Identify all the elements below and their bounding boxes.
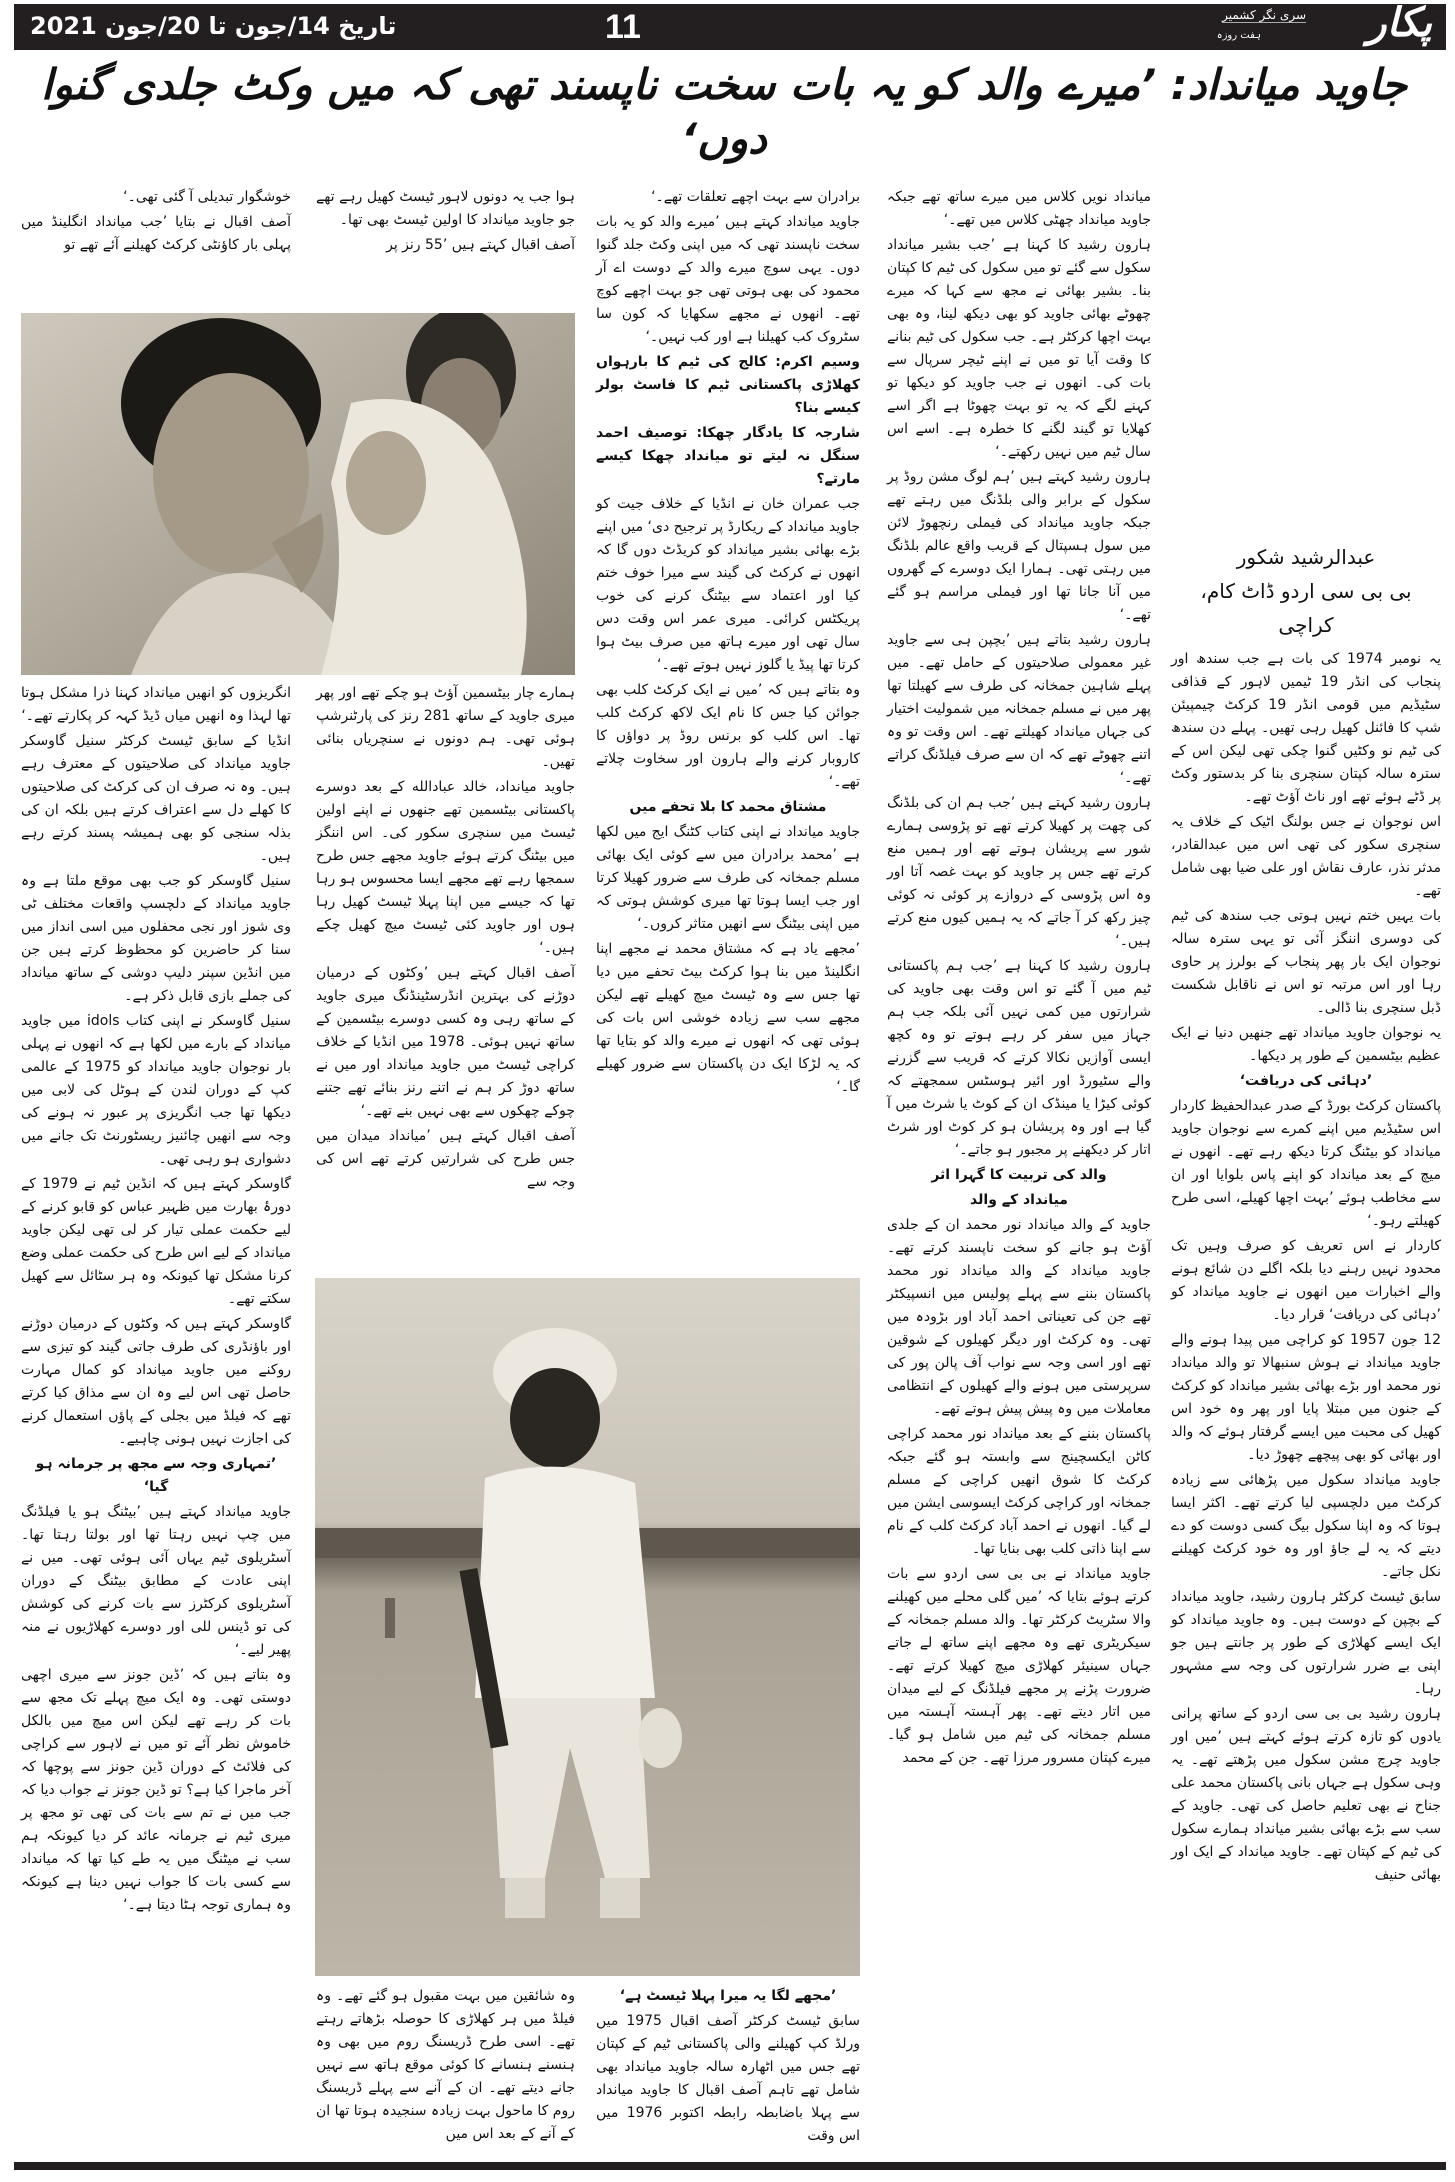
article-text [316,1985,575,2146]
paragraph: برادران سے بہت اچھے تعلقات تھے۔‘ [651,189,860,205]
paragraph: ہمارے چار بیٹسمین آؤٹ ہو چکے تھے اور پھر میری جاوید کے ساتھ 281 رنز کی پارٹنرشپ ہوئی تھی۔ ہم دونوں نے سنچریاں بنائی تھیں۔ [316,685,575,770]
related-link[interactable]: وسیم اکرم: کالج کی ٹیم کا بارہواں کھلاڑی پاکستانی ٹیم کا فاسٹ بولر کیسے بنا؟ [596,354,860,416]
subheading: ’تمہاری وجہ سے مجھ پر جرمانہ ہو گیا‘ [35,1456,277,1495]
paragraph: وہ بتاتے ہیں کہ ’میں نے ایک کرکٹ کلب بھی جوائن کیا جس کا نام ایک لاکھ کرکٹ کلب تھا۔ اس کلب کو برنس روڈ پر دواؤں کا کاروبار کرنے والے ہارون اور سخاوت چلاتے تھے۔‘ [596,682,860,790]
paragraph: پاکستان بننے کے بعد میانداد نور محمد کراچی کاٹن ایکسچینج سے وابستہ ہو گئے جبکہ کرکٹ کا شوق انھیں کراچی کے مسلم جمخانہ اور کراچی کرکٹ ایسوسی ایشن میں لے گیا۔ انھوں نے احمد آباد کرکٹ کلب کے نام سے اپنا ذاتی کلب بھی بنایا تھا۔ [887,1426,1151,1557]
logo-weekly: ہفت روزہ [1216,30,1261,41]
article-text [596,1985,860,2148]
article-text [21,186,291,257]
photo-image [21,313,575,675]
paragraph: سنیل گاوسکر کو جب بھی موقع ملتا ہے وہ جاوید میانداد کے دلچسپ واقعات مختلف ٹی وی شوز اور نجی محفلوں میں اسی انداز میں سنا کر حاضرین کو محظوظ کرتے ہیں جن میں انڈین سپنر دلیپ دوشی کے ساتھ میانداد کی جملے بازی قابل ذکر ہے۔ [21,873,291,1004]
paragraph: اس نوجوان نے جس بولنگ اٹیک کے خلاف یہ سنچری سکور کی تھی اس میں عبدالقادر، مدثر نذر، عارف نقاش اور علی ضیا بھی شامل تھے۔ [1171,814,1441,899]
paragraph: وہ بتاتے ہیں کہ ’ڈین جونز سے میری اچھی دوستی تھی۔ وہ ایک میچ پہلے تک مجھ سے بات کر رہے تھے لیکن اس میچ میں بالکل خاموش نظر آئے تو میں نے لاہور سے کراچی کی فلائٹ کے دوران ڈین جونز سے پوچھا کہ آخر ماجرا کیا ہے؟ تو ڈین جونز نے جواب دیا کہ جب میں نے تم سے بات کی تھی تو مجھ پر میری ٹیم نے جرمانہ عائد کر دیا کیونکہ ہم سب نے میٹنگ میں یہ طے کیا تھا کہ میانداد سے کسی بات کا جواب نہیں دینا ہے کیونکہ وہ ہماری توجہ ہٹا دیتا ہے۔‘ [21,1667,291,1913]
paragraph: میانداد نویں کلاس میں میرے ساتھ تھے جبکہ جاوید میانداد چھٹی کلاس میں تھے۔‘ [887,189,1151,228]
column-1 [1171,540,1441,1889]
subheading: میانداد کے والد [970,1192,1068,1208]
issue-date: تاریخ 14/جون تا 20/جون 2021 [30,12,397,40]
paragraph: آصف اقبال کہتے ہیں ’میانداد میدان میں جس طرح کی شرارتیں کرتے تھے اس کی وجہ سے [316,1128,575,1190]
column-4-bottom [316,1985,575,2148]
paragraph: گاوسکر کہتے ہیں کہ انڈین ٹیم نے 1979 کے دورۂ بھارت میں ظہیر عباس کو قابو کرنے کے لیے حکمت عملی تیار کر لی تھی لیکن جاوید میانداد کے لیے اس طرح کی حکمت عملی وضع کرنا مشکل تھا کیونکہ وہ ہر سٹائل سے کھیل سکتے تھے۔ [21,1176,291,1307]
column-2 [887,186,1151,1772]
logo-city: سری نگر کشمیر [1222,8,1306,22]
subheading: والد کی تربیت کا گہرا اثر [931,1167,1107,1183]
paragraph: یہ نوجوان جاوید میانداد تھے جنھیں دنیا نے ایک عظیم بیٹسمین کے طور پر دیکھا۔ [1171,1025,1441,1064]
paragraph: ہارون رشید کہتے ہیں ’ہم لوگ مشن روڈ پر سکول کے برابر والی بلڈنگ میں رہتے تھے جبکہ جاوید میانداد کی فیملی رنچھوڑ لائن میں سول ہسپتال کے قریب واقع عالم بلڈنگ میں رہتی تھی۔ ہمارا ایک دوسرے کے گھروں میں آنا جانا تھا اور فیملی مراسم ہو گئے تھے۔‘ [887,469,1151,623]
paragraph: کاردار نے اس تعریف کو صرف وہیں تک محدود نہیں رہنے دیا بلکہ اگلے دن شائع ہونے والے اخبارات میں انھوں نے جاوید میانداد کو ’دہائی کی دریافت‘ قرار دیا۔ [1171,1238,1441,1323]
article-text [887,186,1151,1770]
paragraph: بات یہیں ختم نہیں ہوتی جب سندھ کی ٹیم کی دوسری اننگز آئی تو یہی سترہ سالہ نوجوان ایک بار پھر پنجاب کے بولرز پر حاوی رہا اور اس مرتبہ تو اس نے ناقابل شکست ڈبل سنچری بنا ڈالی۔ [1171,908,1441,1016]
column-5-bottom [21,682,291,1919]
paragraph: آصف اقبال کہتے ہیں ’وکٹوں کے درمیان دوڑنے کی بہترین انڈرسٹینڈنگ میری جاوید کے ساتھ رہی وہ کسی دوسرے بیٹسمین کے ساتھ نہیں ہوئی۔ 1978 میں انڈیا کے خلاف کراچی ٹیسٹ میں جاوید میانداد اور میں نے ساتھ دوڑ کر ہم نے اتنے رنز بنائے تھے جتنے چوکے چھکوں سے بھی نہیں بنے تھے۔‘ [316,965,575,1119]
photo-image [315,1278,860,1976]
byline-source: بی بی سی اردو ڈاٹ کام، کراچی [1200,579,1412,637]
logo-text: پکار [1367,0,1432,46]
paragraph: انڈیا کے سابق ٹیسٹ کرکٹر سنیل گاوسکر جاوید میانداد کی صلاحیتوں کے معترف رہے ہیں۔ وہ نہ صرف ان کی کرکٹ کی صلاحیتوں کا کھلے دل سے اعتراف کرتے ہیں بلکہ ان کی بذلہ سنجی کو بھی ہمیشہ پسند کرتے رہے ہیں۔ [21,733,291,864]
paragraph: ہوا جب یہ دونوں لاہور ٹیسٹ کھیل رہے تھے جو جاوید میانداد کا اولین ٹیسٹ بھی تھا۔ [316,189,575,228]
paragraph: آصف اقبال نے بتایا ’جب میانداد انگلینڈ میں پہلی بار کاؤنٹی کرکٹ کھیلنے آئے تھے تو [21,214,291,253]
paragraph: سنیل گاوسکر نے اپنی کتاب idols میں جاوید میانداد کے بارے میں لکھا ہے کہ انھوں نے پہلی بار نوجوان جاوید میانداد کو 1975 کے عالمی کپ کے دوران لندن کے ہوٹل کی لابی میں دیکھا تھا جب انگریزی پر عبور نہ ہونے کی وجہ سے انھیں چائنیز ریسٹورنٹ تک جانے میں دشواری ہو رہی تھی۔ [21,1013,291,1167]
paragraph: آصف اقبال کہتے ہیں ’55 رنز پر [386,237,575,253]
related-link[interactable]: شارجہ کا یادگار چھکا: توصیف احمد سنگل نہ لیتے تو میانداد چھکا کیسے مارتے؟ [596,425,860,487]
paragraph: یہ نومبر 1974 کی بات ہے جب سندھ اور پنجاب کی انڈر 19 ٹیمیں لاہور کے قذافی سٹیڈیم میں قومی انڈر 19 کرکٹ چیمپیئن شپ کا فائنل کھیل رہی تھیں۔ پہلے دن سندھ کی ٹیم نو وکٹیں گنوا چکی تھی لیکن اس کے سترہ سالہ کپتان سنچری بنا کر بدستور وکٹ پر ڈٹے ہوئے تھے اور ناٹ آؤٹ تھے۔ [1171,651,1441,805]
paragraph: 12 جون 1957 کو کراچی میں پیدا ہونے والے جاوید میانداد نے ہوش سنبھالا تو والد میانداد نور محمد اور بڑے بھائی بشیر میانداد کو کرکٹ کے جنون میں مبتلا پایا اور پھر وہ خود اس کھیل کی محبت میں ایسے گرفتار ہوئے کہ والد اور بھائی کو بھی پیچھے چھوڑ دیا۔ [1171,1332,1441,1463]
paragraph: جاوید میانداد سکول میں پڑھائی سے زیادہ کرکٹ میں دلچسپی لیا کرتے تھے۔ اکثر ایسا ہوتا کہ وہ اپنا سکول بیگ کسی دوست کو دے دیتے کہ یہ لے جاؤ اور وہ خود کرکٹ کھیلنے نکل جاتے۔ [1171,1472,1441,1580]
newspaper-logo [1146,0,1446,50]
paragraph: جاوید میانداد کہتے ہیں ’میرے والد کو یہ بات سخت ناپسند تھی کہ میں اپنی وکٹ جلد گنوا دوں۔ یہی سوچ میرے والد کے دوست اے آر محمود کی بھی ہوتی تھی جو بہت اچھے کوچ تھے۔ انھوں نے مجھے سکھایا کہ کون سا سٹروک کب کھیلنا ہے اور کب نہیں۔‘ [596,214,860,345]
paragraph: گاوسکر کہتے ہیں کہ وکٹوں کے درمیان دوڑنے اور باؤنڈری کی طرف جاتی گیند کو تیزی سے روکنے میں جاوید میانداد کو کمال مہارت حاصل تھی اس لیے وہ ان سے مذاق کیا کرتے تھے کہ فیلڈ میں بجلی کے پاؤں استعمال کرنے کی اجازت نہیں ہونی چاہیے۔ [21,1316,291,1447]
paragraph: سابق ٹیسٹ کرکٹر ہارون رشید، جاوید میانداد کے بچپن کے دوست ہیں۔ وہ جاوید میانداد کو ایک ایسے کھلاڑی کے طور پر جانتے ہیں جو اپنی بے ضرر شرارتوں کی وجہ سے مشہور رہا۔ [1171,1589,1441,1697]
paragraph: ہارون رشید کا کہنا ہے ’جب بشیر میانداد سکول سے گئے تو میں سکول کی ٹیم کا کپتان بنا۔ بشیر بھائی نے مجھ سے کہا کہ میرے چھوٹے بھائی جاوید کو بھی دیکھ لینا، وہ بھی بہت اچھا کرکٹر ہے۔ جب سکول کی ٹیم بنانے کا وقت آیا تو میں نے اپنے ٹیچر سرپال سے بات کی۔ انھوں نے جب جاوید کو دیکھا تو کہنے لگے کہ یہ تو بہت چھوٹا ہے اگر اسے کھلایا تو گیند لگنے کا خطرہ ہے۔ اسے اس سال ٹیم میں نہیں رکھتے۔‘ [887,237,1151,460]
subheading: ’مجھے لگا یہ میرا پہلا ٹیسٹ ہے‘ [619,1988,837,2004]
article-text [596,186,860,1099]
column-5-top [21,186,291,259]
paragraph: وہ شائقین میں بہت مقبول ہو گئے تھے۔ وہ فیلڈ میں ہر کھلاڑی کا حوصلہ بڑھاتے رہتے تھے۔ اسی طرح ڈریسنگ روم میں بھی وہ ہنسنے ہنسانے کا کوئی موقع ہاتھ سے نہیں جانے دیتے تھے۔ ان کے آنے سے پہلے ڈریسنگ روم کا ماحول بہت زیادہ سنجیدہ ہوتا تھا ان کے آنے کے بعد اس میں [316,1988,575,2142]
subheading: مشتاق محمد کا بلا تحفے میں [629,799,827,815]
paragraph: ہارون رشید بی بی سی اردو کے ساتھ پرانی یادوں کو تازہ کرتے ہوئے کہتے ہیں ’میں اور جاوید چرچ مشن سکول میں پڑھتے تھے۔ یہ وہی سکول ہے جہاں بانی پاکستان محمد علی جناح نے بھی تعلیم حاصل کی تھی۔ جاوید کے سب سے بڑے بھائی بشیر میانداد ہمارے سکول کی ٹیم کے کپتان تھے۔ جاوید میانداد کے ایک اور بھائی حنیف [1171,1706,1441,1883]
paragraph: خوشگوار تبدیلی آ گئی تھی۔‘ [123,189,291,205]
page-number: 11 [605,8,641,46]
byline-author: عبدالرشید شکور [1236,545,1376,569]
paragraph: جب عمران خان نے انڈیا کے خلاف جیت کو جاوید میانداد کے ریکارڈ پر ترجیح دی‘ میں اپنے بڑے بھائی بشیر میانداد کو کریڈٹ دوں گا کہ انھوں نے کرکٹ کی گیند سے میرا خوف ختم کیا اور اعتماد سے بیٹنگ کرنے کی خوب پریکٹس کرائی۔ میری عمر اس وقت دس سال تھی اور میرے ہاتھ میں صرف بیٹ ہوا کرتا تھا پیڈ یا گلوز نہیں ہوتے تھے۔‘ [596,496,860,673]
paragraph: ہارون رشید بتاتے ہیں ’بچپن ہی سے جاوید غیر معمولی صلاحیتوں کے حامل تھے۔ میں پہلے شاہین جمخانہ کی طرف سے کھیلتا تھا پھر میں نے مسلم جمخانہ میں شمولیت اختیار کی جہاں میانداد کھیلتے تھے۔ اس وقت تو وہ اتنے چھوٹے تھے کہ ان سے صرف فیلڈنگ کراتے تھے۔‘ [887,632,1151,786]
column-4-middle [316,682,575,1196]
paragraph: ہارون رشید کہتے ہیں ’جب ہم ان کی بلڈنگ کی چھت پر کھیلا کرتے تھے تو پڑوسی ہمارے شور سے پریشان ہوتے تھے اور ہمیں منع کرتے تھے جس پر جاوید کو بہت غصہ آتا اور وہ اس پڑوسی کے دروازے پر کوئی نہ کوئی چیز رکھ کر آ جاتے کہ یہ ہمیں کیوں منع کرتے ہیں۔‘ [887,795,1151,949]
column-4-top [316,186,575,259]
article-text [316,186,575,257]
paragraph: سابق ٹیسٹ کرکٹر آصف اقبال 1975 میں ورلڈ کپ کھیلنے والی پاکستانی ٹیم کے کپتان تھے جس میں اٹھارہ سالہ جاوید میانداد بھی شامل تھے تاہم آصف اقبال کا جاوید میانداد سے پہلا باضابطہ رابطہ اکتوبر 1976 میں اس وقت [596,2013,860,2144]
paragraph: پاکستان کرکٹ بورڈ کے صدر عبدالحفیظ کاردار اس سٹیڈیم میں اپنے کمرے سے نوجوان جاوید میانداد کو بیٹنگ کرتا دیکھ رہے تھے۔ انھوں نے میچ کے بعد میانداد کو اپنے پاس بلوایا اور ان سے مخاطب ہوئے ’بہت اچھا کھیلے، اسی طرح کھیلتے رہو۔‘ [1171,1098,1441,1229]
photo-miandad-walking-off [315,1278,860,1976]
paragraph: ہارون رشید کا کہنا ہے ’جب ہم پاکستانی ٹیم میں آ گئے تو اس وقت بھی جاوید کی شرارتوں میں کمی نہیں آئی بلکہ جب ہم جہاز میں سفر کر رہے ہوتے تو وہ کچھ ایسی آوازیں نکالا کرتے کہ قریب سے گزرنے والے سٹیورڈ اور ائیر ہوسٹس سمجھتے کہ کوئی کیڑا یا مینڈک ان کے کوٹ یا شرٹ میں آ گیا ہے اور وہ پریشان ہو کر کوٹ اور شرٹ اتار کر دیکھنے پر مجبور ہو جاتے۔‘ [887,958,1151,1158]
bottom-rule [14,2162,1446,2170]
subheading: ’دہائی کی دریافت‘ [1239,1073,1373,1089]
paragraph: جاوید کے والد میانداد نور محمد ان کے جلدی آؤٹ ہو جانے کو سخت ناپسند کرتے تھے۔ جاوید میانداد کے والد میانداد نور محمد پاکستان بننے سے پہلے پولیس میں انسپیکٹر تھے جن کی تعیناتی احمد آباد اور بڑودہ میں تھی۔ وہ کرکٹ اور دیگر کھیلوں کے شوقین تھے اور اسی وجہ سے نواب آف پالن پور کی سرپرستی میں ہونے والے کھیلوں کے انتظامی معاملات میں وہ پیش پیش ہوتے تھے۔ [887,1217,1151,1417]
article-text [1171,648,1441,1887]
article-text [316,682,575,1194]
paragraph: جاوید میانداد، خالد عبادالله کے بعد دوسرے پاکستانی بیٹسمین تھے جنھوں نے اپنے اولین ٹیسٹ میں سنچری سکور کی۔ اس اننگز میں بیٹنگ کرتے ہوئے جاوید مجھے جس طرح سمجھا رہے تھے مجھے ایسا محسوس ہو رہا تھا کہ جیسے میں اپنا پہلا ٹیسٹ کھیل رہا ہوں اور جاوید کئی ٹیسٹ میچ کھیل چکے ہیں۔‘ [316,779,575,956]
paragraph: جاوید میانداد نے بی بی سی اردو سے بات کرتے ہوئے بتایا کہ ’میں گلی محلے میں کھیلنے والا سٹریٹ کرکٹر تھا۔ والد مسلم جمخانہ کے سیکریٹری تھے وہ مجھے اپنے ساتھ لے جاتے جہاں سینیئر کھلاڑی میچ کھیلا کرتے تھے۔ ضرورت پڑنے پر مجھے فیلڈنگ کے لیے میدان میں اتار دیتے تھے۔ پھر آہستہ آہستہ میں مسلم جمخانہ کی ٹیم میں شامل ہو گیا۔ میرے کپتان مسرور مرزا تھے۔ جن کے محمد [887,1566,1151,1766]
paragraph: ’مجھے یاد ہے کہ مشتاق محمد نے مجھے اپنا انگلینڈ میں بنا ہوا کرکٹ بیٹ تحفے میں دیا تھا جس سے وہ ٹیسٹ میچ کھیلے تھے لیکن مجھے سب سے زیادہ خوشی اس بات کی ہوئی تھی کہ انھوں نے میرے والد کو بتایا تھا کہ یہ لڑکا ایک دن پاکستان سے ضرور کھیلے گا۔‘ [596,941,860,1095]
paragraph: انگریزوں کو انھیں میانداد کہنا ذرا مشکل ہوتا تھا لہذا وہ انھیں میاں ڈیڈ کہہ کر پکارتے تھے۔‘ [21,685,291,724]
column-3-bottom [596,1985,860,2150]
article-headline: جاوید میانداد: ’میرے والد کو یہ بات سخت ناپسند تھی کہ میں وکٹ جلدی گنوا دوں‘ [40,60,1408,163]
column-3-top [596,186,860,1101]
article-text [21,682,291,1917]
paragraph: جاوید میانداد کہتے ہیں ’بیٹنگ ہو یا فیلڈنگ میں چپ نہیں رہتا تھا اور بولتا رہتا تھا۔ آسٹریلوی ٹیم یہاں آئی ہوئی تھی۔ میں نے اپنی عادت کے مطابق بیٹنگ کے دوران آسٹریلوی کرکٹرز سے بات کرنے کی کوشش کی تو ڈینس للی اور دوسرے کھلاڑیوں نے منہ پھیر لیے۔‘ [21,1504,291,1658]
photo-miandad-with-mother [21,313,575,675]
paragraph: جاوید میانداد نے اپنی کتاب کٹنگ ایج میں لکھا ہے ’محمد برادران میں سے کوئی ایک بھائی مسلم جمخانہ کی طرف سے ضرور کھیلا کرتا اور جب ایسا ہوتا تھا میری کوشش ہوتی کہ میں اپنی بیٹنگ سے انھیں متاثر کروں۔‘ [596,824,860,932]
